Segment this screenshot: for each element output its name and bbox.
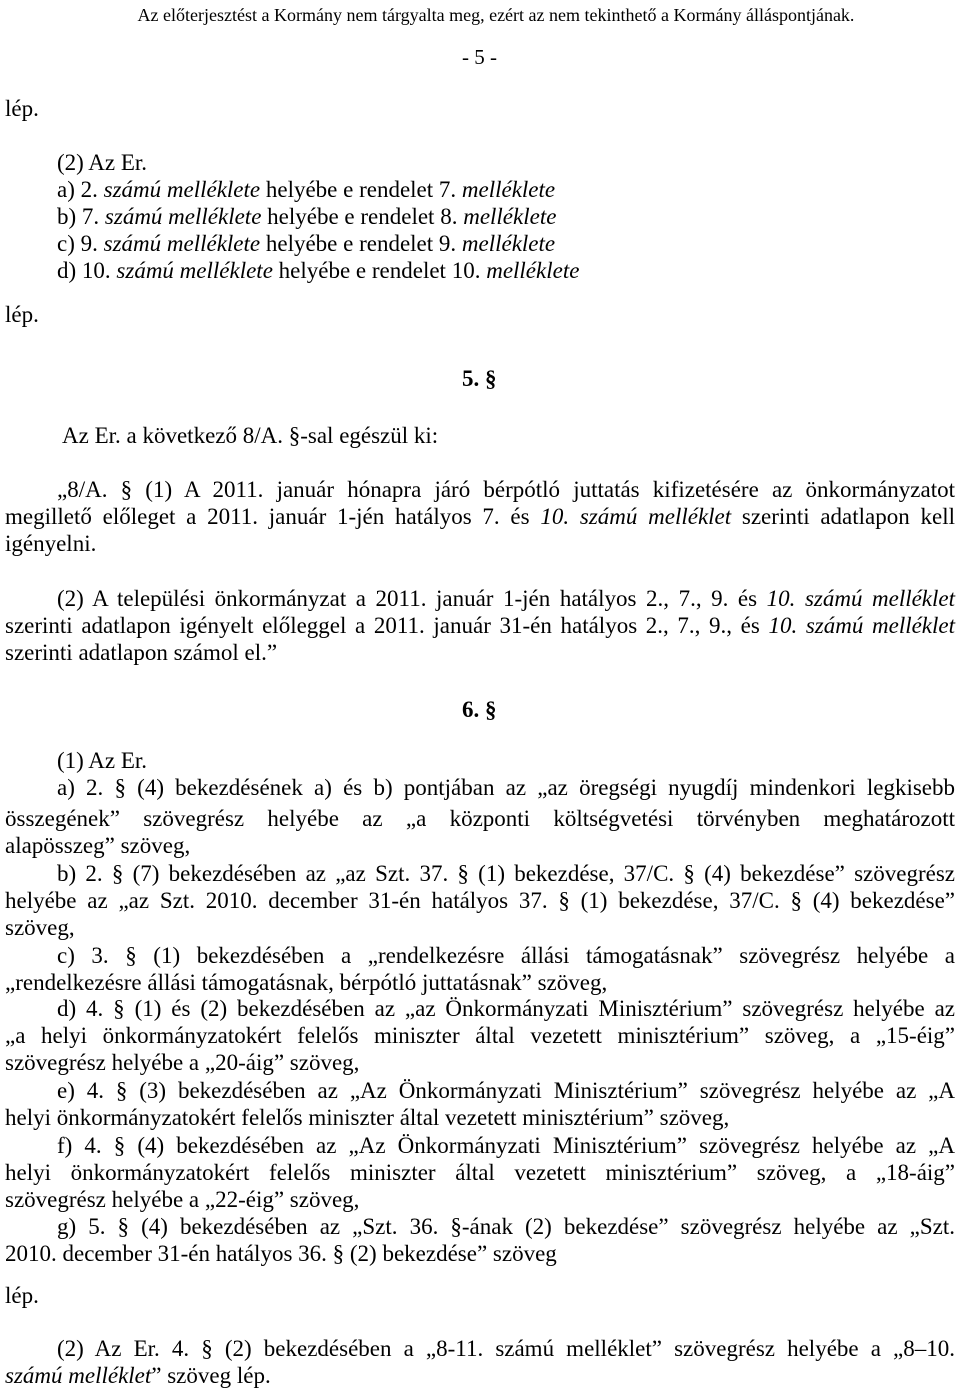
amendment-item-d [57,257,579,284]
italic-text: 10. számú melléklet [540,504,732,529]
text-segment: szerinti adatlapon kell [731,504,955,529]
header-notice: Az előterjesztést a Kormány nem tárgyalta meg, ezért az nem tekinthető a Kormány álláspontjának. [137,5,855,25]
italic-text: melléklete [463,204,557,229]
text-segment: a) 2. [57,177,104,202]
point-d-line: „a helyi önkormányzatokért felelős miniszter által vezetett minisztérium” szöveg, a „15-éig” [5,1023,955,1048]
point-c-line: c) 3. § (1) bekezdésében a „rendelkezésre állási támogatásnak” szövegrész helyébe a [57,943,955,968]
page-number: - 5 - [462,45,497,69]
italic-text: számú melléklete [116,258,273,283]
closing-lep: lép. [5,96,39,121]
closing-lep: lép. [5,1283,39,1308]
paragraph-line [5,530,96,557]
point-b-line: helyébe az „az Szt. 2010. december 31-én hatályos 37. § (1) bekezdése, 37/C. § (4) bekezdése” [5,888,955,913]
point-f-line: f) 4. § (4) bekezdésében az „Az Önkormányzati Minisztérium” szövegrész helyébe az „A [57,1133,955,1158]
italic-text: számú melléklete [103,177,261,202]
italic-text: melléklete [486,258,580,283]
point-e-line: helyi önkormányzatokért felelős miniszter által vezetett minisztérium” szöveg, [5,1105,730,1130]
italic-text: számú melléklete [104,204,262,229]
text-segment: (2) A települési önkormányzat a 2011. január 1-jén hatályos 2., 7., 9. és [57,586,767,611]
amendment-item-c [57,230,555,257]
text-segment: szerinti adatlapon igényelt előleggel a 2011. január 31-én hatályos 2., 7., 9., és [5,613,769,638]
point-g-line: g) 5. § (4) bekezdésében az „Szt. 36. §-ának (2) bekezdése” szövegrész helyébe az „Szt. [57,1214,955,1239]
italic-text: számú melléklete [103,231,261,256]
text-segment: igényelni. [5,531,97,556]
section-heading: 6. § [462,697,497,722]
text-segment: helyébe e rendelet 10. [272,258,487,283]
text-segment: helyébe e rendelet 7. [260,177,462,202]
point-d-line: d) 4. § (1) és (2) bekezdésében az „az Önkormányzati Minisztérium” szövegrész helyébe az [57,996,955,1021]
paragraph-line [57,585,955,612]
point-f-line: szövegrész helyébe a „22-éig” szöveg, [5,1187,360,1212]
text-segment: c) 9. [57,231,104,256]
paragraph-line [5,612,955,639]
text-segment: helyébe e rendelet 9. [260,231,462,256]
text-segment: d) 10. [57,258,117,283]
paragraph-line [5,503,955,530]
point-a-line: alapösszeg” szöveg, [5,833,191,858]
point-b-line: szöveg, [5,915,75,940]
paragraph-intro: (2) Az Er. [57,150,148,175]
amendment-item-a [57,176,555,203]
point-b-line: b) 2. § (7) bekezdésében az „az Szt. 37. § (1) bekezdése, 37/C. § (4) bekezdése” szövegrész [57,861,955,886]
paragraph-line [57,1335,955,1362]
text-segment: b) 7. [57,204,105,229]
section-intro: Az Er. a következő 8/A. §-sal egészül ki: [62,423,439,448]
italic-text: 10. számú melléklet [768,613,956,638]
italic-text: melléklete [461,231,556,256]
amendment-item-b [57,203,556,230]
point-c-line: „rendelkezésre állási támogatásnak, bérpótló juttatásnak” szöveg, [5,970,608,995]
text-segment: megillető előleget a 2011. január 1-jén hatályos 7. és [5,504,541,529]
text-segment: „8/A. § (1) A 2011. január hónapra járó bérpótló juttatás kifizetésére az önkormányzatot [57,477,955,502]
point-f-line: helyi önkormányzatokért felelős miniszter által vezetett minisztérium” szöveg, a „18-áig” [5,1160,955,1185]
point-g-line: 2010. december 31-én hatályos 36. § (2) bekezdése” szöveg [5,1241,557,1266]
italic-text: 10. számú melléklet [766,586,956,611]
paragraph-intro: (1) Az Er. [57,748,148,773]
point-d-line: szövegrész helyébe a „20-áig” szöveg, [5,1050,360,1075]
point-a-line: a) 2. § (4) bekezdésének a) és b) pontjában az „az öregségi nyugdíj mindenkori legkisebb [57,775,955,800]
point-e-line: e) 4. § (3) bekezdésében az „Az Önkormányzati Minisztérium” szövegrész helyébe az „A [57,1078,955,1103]
section-heading: 5. § [462,366,497,391]
paragraph-line [57,476,955,503]
italic-text: melléklete [461,177,556,202]
paragraph-line [5,1362,271,1389]
text-segment: szerinti adatlapon számol el.” [5,640,278,665]
text-segment: (2) Az Er. 4. § (2) bekezdésében a „8-11. számú melléklet” szövegrész helyébe a „8–10. [57,1336,955,1361]
italic-text: számú melléklet [5,1363,152,1388]
point-a-line: összegének” szövegrész helyébe az „a központi költségvetési törvényben meghatározott [5,806,955,831]
paragraph-line [5,639,277,666]
closing-lep: lép. [5,302,39,327]
text-segment: helyébe e rendelet 8. [261,204,464,229]
text-segment: ” szöveg lép. [151,1363,271,1388]
